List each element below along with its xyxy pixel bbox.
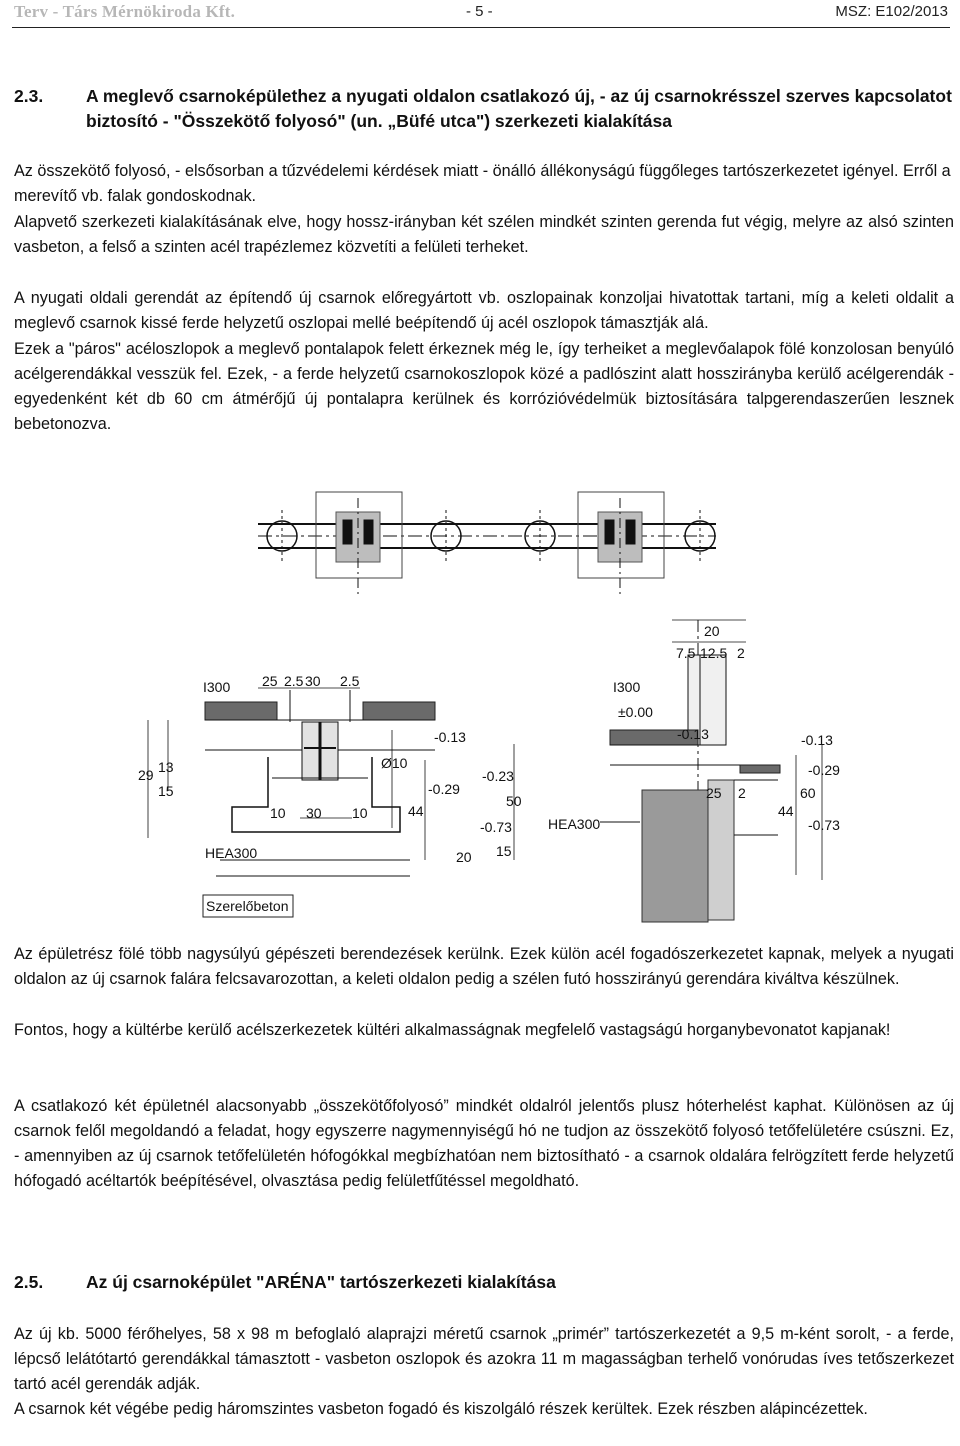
dim-label: 44: [408, 803, 424, 819]
section-number: 2.3.: [14, 86, 44, 106]
level-label: -0.13: [434, 729, 466, 745]
label-hea300: HEA300: [548, 816, 601, 832]
dim-label: 2: [737, 645, 745, 661]
section-number: 2.5.: [14, 1272, 44, 1292]
dim-label: 10: [352, 805, 368, 821]
dim-label: 30: [306, 805, 322, 821]
dim-label: 29: [138, 767, 154, 783]
level-label: -0.29: [808, 762, 840, 778]
dim-label: 15: [496, 843, 512, 859]
page-number: - 5 -: [466, 3, 493, 20]
paragraph: Ezek a "páros" acéloszlopok a meglevő pontalapok felett érkeznek még le, így terheiket a meglevőalapok fölé konzolosan benyúló acélgerendákkal vesszük fel. Ezek, - a ferde helyzetű csarnokoszlopok közé a padlószint alatt hosszirányba kerülő acélgerendák - egyedenként két db 60 cm átmérőjű új pontalapra kerülnek és korrózióvédelmük biztosítására talpgerendaszerűen lesznek bebetonozva.: [14, 340, 954, 433]
section-title: A meglevő csarnoképülethez a nyugati oldalon csatlakozó új, - az új csarnokrésszel szerves kapcsolatot biztosító - "Összekötő folyosó" (un. „Büfé utca") szerkezeti kialakítása: [86, 86, 952, 131]
dim-label: 44: [778, 803, 794, 819]
plan-view: [258, 492, 716, 598]
company-name: Terv - Társ Mérnökiroda Kft.: [14, 2, 236, 21]
dim-label: 10: [270, 805, 286, 821]
dim-label: 60: [800, 785, 816, 801]
dim-label: 13: [158, 759, 174, 775]
dim-label: 30: [305, 673, 321, 689]
paragraph: Alapvető szerkezeti kialakításának elve, hogy hossz-irányban két szélen mindkét szinten gerenda fut végig, melyre az alsó szinten vasbeton, a felső a szinten acél trapézlemez közvetíti a felületi terheket.: [14, 213, 954, 256]
dim-label: 2.5: [284, 673, 304, 689]
label-i300: I300: [613, 679, 641, 695]
dim-label: 2: [738, 785, 746, 801]
label-szerelobeton: Szerelőbeton: [206, 898, 289, 914]
dim-label: 2.5: [340, 673, 360, 689]
dim-label: 50: [506, 793, 522, 809]
level-label: -0.13: [801, 732, 833, 748]
left-section: [148, 688, 514, 917]
left-section-labels: [138, 673, 522, 914]
label-i300: I300: [203, 679, 231, 695]
dim-label: 20: [704, 623, 720, 639]
paragraph: Fontos, hogy a kültérbe kerülő acélszerkezetek kültéri alkalmasságnak megfelelő vastagságú horganybevonatot kapjanak!: [14, 1021, 891, 1039]
document-id: MSZ: E102/2013: [835, 3, 948, 20]
dim-label: 25: [706, 785, 722, 801]
paragraph: Az épületrész fölé több nagysúlyú gépészeti berendezések kerülnk. Ezek külön acél fogadószerkezetet kapnak, melyek a nyugati oldalon az új csarnok falára felcsavarozottan, a keleti oldalon pedig a szélen futó hosszirányú gerendára kiváltva készülnek.: [14, 945, 954, 988]
dim-label: Ø10: [381, 755, 408, 771]
level-label: -0.73: [480, 819, 512, 835]
section-title: Az új csarnoképület "ARÉNA" tartószerkezeti kialakítása: [86, 1272, 556, 1292]
dim-label: 7.5: [676, 645, 696, 661]
level-label: -0.13: [677, 726, 709, 742]
paragraph: Az összekötő folyosó, - elsősorban a tűzvédelemi kérdések miatt - önálló állékonyságú függőleges tartószerkezetet igényel. Erről a merevítő vb. falak gondoskodnak.: [14, 162, 951, 205]
dim-label: 12.5: [700, 645, 728, 661]
level-label: -0.23: [482, 768, 514, 784]
level-label: -0.73: [808, 817, 840, 833]
level-label: ±0.00: [618, 704, 653, 720]
right-section: [600, 620, 822, 922]
dim-label: 15: [158, 783, 174, 799]
dim-label: 25: [262, 673, 278, 689]
paragraph: A csatlakozó két épületnél alacsonyabb „összekötőfolyosó” mindkét oldalról jelentős plusz hóterhelést kaphat. Különösen az új csarnok felől megoldandó a feladat, hogy egyszerre nagymennyiségű hó ne tudjon az összekötő folyosó tetőfelületére csúszni. Ez, - amennyiben az új csarnok tetőfelületén hófogókkal megbízhatóan nem biztosítható - a csarnok oldalára felrögzített ferde helyzetű hófogadó acéltartók beépítésével, olvasztása pedig felületfűtéssel megoldható.: [14, 1097, 954, 1190]
level-label: -0.29: [428, 781, 460, 797]
paragraph: A csarnok két végébe pedig háromszintes vasbeton fogadó és kiszolgáló részek kerültek. Ezek részben alápincézettek.: [14, 1400, 868, 1418]
paragraph: Az új kb. 5000 férőhelyes, 58 x 98 m befoglaló alaprajzi méretű csarnok „primér” tartószerkezetét a 9,5 m-ként sorolt, - a ferde, lépcső lelátótartó gerendákkal támasztott - vasbeton oszlopok és azokra 11 m magasságban terhelő vonórudas íves tetőszerkezet tartó acél gerendák adják.: [14, 1325, 954, 1393]
dim-label: 20: [456, 849, 472, 865]
label-hea300: HEA300: [205, 845, 258, 861]
paragraph: A nyugati oldali gerendát az építendő új csarnok előregyártott vb. oszlopainak konzoljai hivatottak tartani, míg a keleti oldalit a meglevő csarnok kissé ferde helyzetű oszlopai mellé beépítendő új acél oszlopok támasztják alá.: [14, 289, 954, 332]
